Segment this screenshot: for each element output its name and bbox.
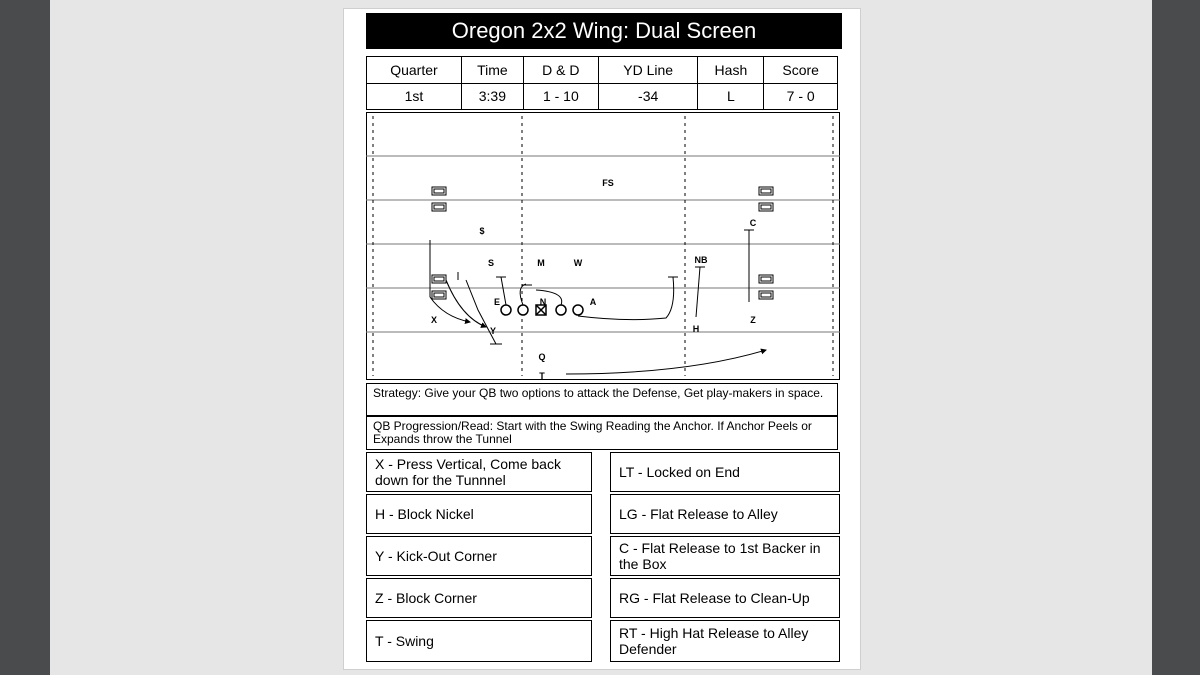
header-hash: Hash [698,57,764,84]
left-guard [518,305,528,315]
z-receiver: Z [750,315,756,325]
value-down-distance: 1 - 10 [523,83,598,110]
anchor-defender: A [589,297,597,307]
x-receiver: X [430,315,438,325]
assignment-t: T - Swing [366,620,592,662]
value-quarter: 1st [367,83,462,110]
left-tackle [501,305,511,315]
nickel-back: NB [694,255,708,265]
header-yard-line: YD Line [598,57,698,84]
header-score: Score [764,57,838,84]
play-diagram [366,112,840,380]
right-tackle [573,305,583,315]
end-defender: E [493,297,501,307]
assignment-lg: LG - Flat Release to Alley [610,494,840,534]
value-hash: L [698,83,764,110]
strategy-text: Strategy: Give your QB two options to attack the Defense, Get play-makers in space. [366,383,838,416]
qb-progression-text: QB Progression/Read: Start with the Swing Reading the Anchor. If Anchor Peels or Expands throw the Tunnel [366,416,838,450]
assignment-y: Y - Kick-Out Corner [366,536,592,576]
dollar-defender: $ [479,226,485,236]
corner-defender: C [749,218,757,228]
left-letterbox [0,0,50,675]
y-receiver: Y [489,326,497,336]
assignment-z: Z - Block Corner [366,578,592,618]
assignment-rg: RG - Flat Release to Clean-Up [610,578,840,618]
header-time: Time [461,57,523,84]
situation-value-row [367,83,838,110]
play-sheet-page [343,8,861,670]
quarterback: Q [538,352,546,362]
tailback: T [539,371,545,380]
assignment-c: C - Flat Release to 1st Backer in the Box [610,536,840,576]
value-time: 3:39 [461,83,523,110]
assignment-rt: RT - High Hat Release to Alley Defender [610,620,840,662]
value-score: 7 - 0 [764,83,838,110]
situation-header-row [367,57,838,84]
strong-safety: S [487,258,495,268]
free-safety: FS [602,178,614,188]
header-quarter: Quarter [367,57,462,84]
assignment-x: X - Press Vertical, Come back down for the Tunnnel [366,452,592,492]
h-receiver: H [692,324,700,334]
page-title: Oregon 2x2 Wing: Dual Screen [366,13,842,49]
assignment-lt: LT - Locked on End [610,452,840,492]
situation-table [366,56,838,110]
right-guard [556,305,566,315]
mike-linebacker: M [537,258,545,268]
will-linebacker: W [573,258,583,268]
nose-defender: N [539,297,547,307]
header-down-distance: D & D [523,57,598,84]
assignment-h: H - Block Nickel [366,494,592,534]
value-yard-line: -34 [598,83,698,110]
right-letterbox [1152,0,1200,675]
field-border [367,113,840,380]
